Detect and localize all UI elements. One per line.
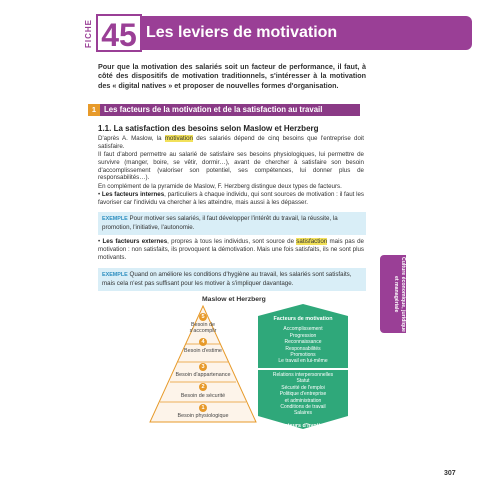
hygiene-box — [258, 372, 348, 429]
subsection-title: 1.1. La satisfaction des besoins selon Maslow et Herzberg — [98, 124, 319, 133]
level-label: Besoin de s'accomplir — [189, 322, 217, 334]
level-label: Besoin d'estime — [184, 348, 222, 354]
page-title: Les leviers de motivation — [146, 24, 338, 41]
level-number: 3 — [199, 363, 207, 371]
motivation-item: Progression — [289, 332, 317, 339]
fiche-number: 45 — [96, 14, 142, 52]
bold-term: Les facteurs internes — [101, 191, 165, 198]
section-title: Les facteurs de la motivation et de la satisfaction au travail — [104, 105, 323, 114]
example-text: Quand on améliore les conditions d'hygiène au travail, les salariés sont satisfaits, mais cela n'est pas suffisant pour les motiver à s'impliquer davantage. — [102, 271, 352, 287]
section-number: 1 — [88, 104, 100, 116]
level-label: Besoin d'appartenance — [175, 372, 231, 378]
bold-term: Les facteurs externes — [102, 238, 168, 245]
example-box-2 — [98, 268, 366, 291]
hygiene-item: Salaires — [293, 410, 313, 417]
level-number: 2 — [199, 383, 207, 391]
text-run: , propres à tous les individus, sont source de — [167, 238, 297, 245]
example-text: Pour motiver ses salariés, il faut développer l'intérêt du travail, la réussite, la promotion, l'initiative, l'autonomie. — [102, 215, 338, 231]
motivation-item: Promotions — [290, 352, 316, 359]
highlighted-word: satisfaction — [296, 238, 328, 245]
hygiene-item: Relations interpersonnelles — [272, 372, 334, 378]
motivation-title: Facteurs de motivation — [273, 316, 333, 322]
motivation-item: Le travail en lui-même — [278, 358, 328, 365]
side-tab-label: Culture économique, juridique et managériale — [393, 256, 406, 332]
hygiene-item: Politique d'entreprise — [279, 391, 327, 398]
motivation-item: Responsabilités — [285, 345, 321, 352]
page-number: 307 — [444, 470, 456, 477]
text-run: D'après A. Maslow, la — [98, 135, 165, 142]
motivation-item: Accomplissement — [283, 326, 323, 333]
motivation-item: Reconnaissance — [284, 339, 322, 346]
diagram-title: Maslow et Herzberg — [202, 296, 266, 303]
paragraph-maslow — [98, 135, 364, 151]
text-run: mais pas de motivation : non satisfaits, ils provoquent la démotivation. Mais une fois satisfaits, ils ne sont plus motivants. — [98, 238, 364, 261]
hygiene-title: Facteurs d'hygiène — [278, 422, 328, 429]
example-tag: EXEMPLE — [102, 272, 128, 278]
example-tag: EXEMPLE — [102, 216, 128, 222]
motivation-box — [258, 316, 348, 365]
hygiene-item: Sécurité de l'emploi — [281, 384, 325, 391]
hygiene-item: Conditions de travail — [280, 404, 326, 411]
bullet-internal-factors: • Les facteurs internes, particuliers à chaque individu, qui sont sources de motivation : il faut les favoriser car l'individu va chercher à les atteindre, mais aussi à les dépasser. — [98, 191, 364, 206]
paragraph-herzberg: En complément de la pyramide de Maslow, F. Herzberg distingue deux types de facteurs. — [98, 183, 342, 190]
level-number: 4 — [199, 338, 207, 346]
hygiene-item: Statut — [296, 378, 310, 385]
text-run: , particuliers à chaque individu, qui sont sources de motivation : il faut les favoriser car l'individu va chercher à les atteindre, mais aussi à les dépasser. — [98, 191, 364, 206]
hygiene-item: et administration — [284, 397, 322, 404]
bullet-external-factors: • Les facteurs externes, propres à tous les individus, sont source de satisfaction mais pas de motivation : non satisfaits, ils provoquent la démotivation. Mais une fois satisfaits, ils ne sont plus motivants. — [98, 238, 364, 261]
level-label: Besoin de sécurité — [180, 393, 226, 399]
level-number: 5 — [199, 313, 207, 321]
level-number: 1 — [199, 404, 207, 412]
paragraph-needs: Il faut d'abord permettre au salarié de satisfaire ses besoins physiologiques, lui permettre de survivre (manger, boire, se vêtir, dormir…), avant de chercher à satisfaire son besoin d'accomplissement (valoriser son potentiel, ses compétences, lui donner plus de responsabilités…). — [98, 151, 364, 182]
level-label: Besoin physiologique — [177, 413, 229, 419]
highlighted-word: motivation — [164, 135, 193, 142]
example-box-1 — [98, 212, 366, 235]
fiche-label: FICHE — [84, 19, 93, 48]
text-run: des salariés dépend de cinq besoins que l'entreprise doit satisfaire. — [98, 135, 364, 150]
intro-paragraph: Pour que la motivation des salariés soit un facteur de performance, il faut, à côté des dispositifs de motivation traditionnels, s'intéresser à la motivation des « digital natives » et proposer de nouvelles formes d'organisation. — [98, 62, 366, 90]
